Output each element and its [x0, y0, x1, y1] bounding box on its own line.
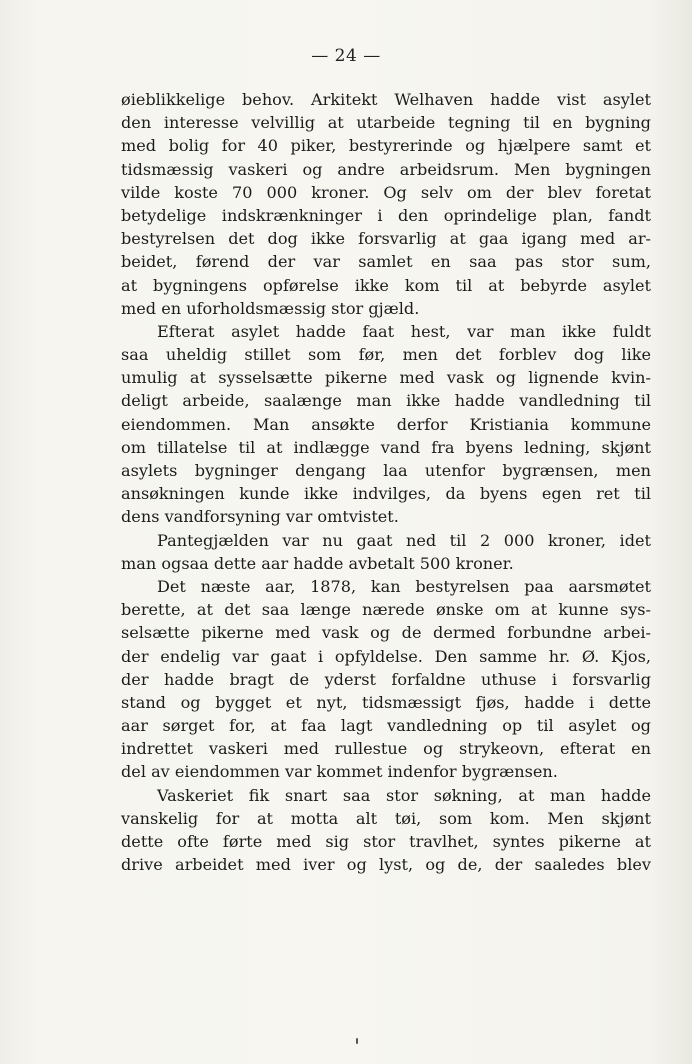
paragraph-3 — [121, 529, 651, 575]
text-line: betydelige indskrænkninger i den oprindelige plan, fandt — [121, 205, 651, 225]
page-number: — 24 — — [311, 46, 381, 66]
text-line: eiendommen. Man ansøkte derfor Kristiania kommune — [121, 414, 651, 434]
print-speck — [356, 1038, 358, 1044]
text-line: umulig at sysselsætte pikerne med vask og lignende kvin- — [121, 368, 651, 388]
text-line: den interesse velvillig at utarbeide tegning til en bygning — [121, 113, 651, 133]
text-line: asylets bygninger dengang laa utenfor bygrænsen, men — [121, 461, 651, 480]
text-line: dette ofte førte med sig stor travlhet, syntes pikerne at — [121, 832, 651, 851]
paragraph-1 — [121, 88, 651, 320]
text-line: dens vandforsyning var omtvistet. — [121, 507, 399, 527]
text-line: berette, at det saa længe nærede ønske om at kunne sys- — [121, 600, 651, 620]
text-line: deligt arbeide, saalænge man ikke hadde vandledning til — [121, 391, 651, 411]
text-line: beidet, førend der var samlet en saa pas stor sum, — [121, 252, 651, 272]
text-line: del av eiendommen var kommet indenfor bygrænsen. — [121, 762, 558, 782]
text-line: stand og bygget et nyt, tidsmæssigt fjøs, hadde i dette — [121, 692, 651, 712]
text-line: der hadde bragt de yderst forfaldne uthuse i forsvarlig — [121, 669, 651, 689]
text-line: Vaskeriet fik snart saa stor søkning, at man hadde — [157, 785, 651, 805]
text-line: selsætte pikerne med vask og de dermed forbundne arbei- — [121, 623, 651, 643]
text-line: med en uforholdsmæssig stor gjæld. — [121, 298, 420, 318]
text-line: indrettet vaskeri med rullestue og strykeovn, efterat en — [121, 739, 651, 759]
text-line: om tillatelse til at indlægge vand fra byens ledning, skjønt — [121, 437, 651, 457]
paragraph-2 — [121, 320, 651, 529]
text-line: vanskelig for at motta alt tøi, som kom. Men skjønt — [121, 808, 651, 828]
text-line: der endelig var gaat i opfyldelse. Den samme hr. Ø. Kjos, — [121, 646, 651, 666]
text-line: aar sørget for, at faa lagt vandledning op til asylet og — [121, 716, 651, 736]
text-line: at bygningens opførelse ikke kom til at bebyrde asylet — [121, 275, 651, 295]
text-line: Det næste aar, 1878, kan bestyrelsen paa aarsmøtet — [157, 576, 651, 596]
text-line: man ogsaa dette aar hadde avbetalt 500 kroner. — [121, 553, 514, 573]
text-line: Efterat asylet hadde faat hest, var man ikke fuldt — [157, 321, 651, 341]
text-line: Pantegjælden var nu gaat ned til 2 000 kroner, idet — [157, 530, 651, 550]
text-line: øieblikkelige behov. Arkitekt Welhaven hadde vist asylet — [121, 90, 651, 109]
text-line: ansøkningen kunde ikke indvilges, da byens egen ret til — [121, 484, 651, 504]
text-line: bestyrelsen det dog ikke forsvarlig at gaa igang med ar- — [121, 229, 651, 249]
text-line: med bolig for 40 piker, bestyrerinde og hjælpere samt et — [121, 136, 651, 156]
text-line: saa uheldig stillet som før, men det forblev dog like — [121, 345, 651, 365]
text-line: tidsmæssig vaskeri og andre arbeidsrum. Men bygningen — [121, 159, 651, 179]
text-line: drive arbeidet med iver og lyst, og de, der saaledes blev — [121, 855, 651, 875]
paragraph-4 — [121, 575, 651, 784]
body-text — [121, 88, 651, 876]
paragraph-5 — [121, 784, 651, 877]
text-line: vilde koste 70 000 kroner. Og selv om der blev foretat — [121, 182, 651, 202]
